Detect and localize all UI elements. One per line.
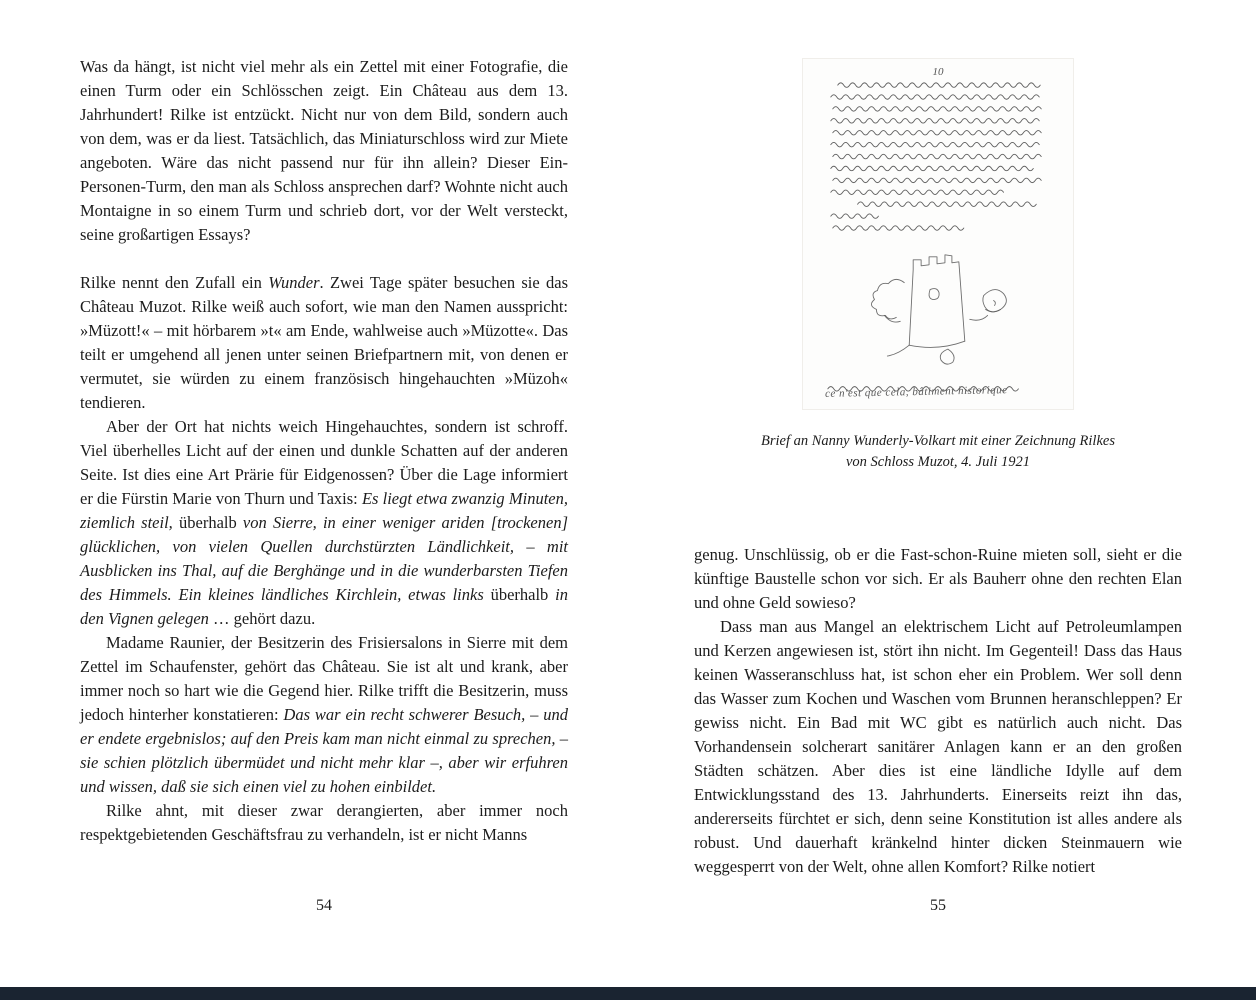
paragraph [80,415,568,631]
text-run: von Sierre, in einer weniger ariden [trockenen] glücklichen, von vielen Quellen durchstürzten Ländlichkeit, – mit Ausblicken ins Thal, auf die Berghänge und in die wunderbarsten Tiefen des Himmels. Ein kleines ländliches Kirchlein, etwas links [80,513,568,604]
handwriting-line [833,107,1041,111]
text-run: … gehört dazu. [213,609,316,628]
page-number-right: 55 [930,897,946,914]
text-run: Das war ein recht schwerer Besuch, – und er endete ergebnislos; auf den Preis kam man nicht einmal zu sprechen, – sie schien plötzlich übermüdet und nicht mehr klar –, aber wir erfuhren und wissen, daß sie sich einen viel zu hohen einbildet. [80,705,568,796]
letter-closing-line: ce n'est que cela, bâtiment historique [824,384,1008,400]
text-run: Was da hängt, ist nicht viel mehr als ein Zettel mit einer Fotografie, die einen Turm oder ein Schlösschen zeigt. Ein Château aus dem 13. Jahrhundert! Rilke ist entzückt. Nicht nur von dem Bild, sondern auch von dem, was er da liest. Tatsächlich, das Miniaturschloss wird zur Miete angeboten. Wäre das nicht passend nur für ihn allein? Dieser Ein-Personen-Turm, den man als Schloss ansprechen darf? Wohnte nicht auch Montaigne in so einem Turm und schrieb dort, vor der Welt versteckt, seine großartigen Essays? [80,57,568,244]
text-run: Es liegt etwa zwanzig Minuten, ziemlich steil, [80,489,568,532]
paragraph [80,799,568,847]
text-run: Wunder [268,273,320,292]
page-left [80,55,568,847]
text-run: in den Vignen gelegen [80,585,568,628]
handwriting-line [833,154,1041,158]
handwriting-line [858,202,1037,206]
caption-line2: von Schloss Muzot, 4. Juli 1921 [845,454,1031,470]
handwriting-line [831,190,1004,194]
letter-page-number: 10 [932,66,944,78]
paragraph [694,543,1182,615]
caption-line1: Brief an Nanny Wunderly-Volkart mit einer Zeichnung Rilkes [761,433,1115,449]
text-run: Madame Raunier, der Besitzerin des Frisiersalons in Sierre mit dem Zettel im Schaufenster, gehört das Château. Sie ist alt und krank, aber immer noch so hart wie die Gegend hier. Rilke trifft die Besitzerin, muss jedoch hinterher konstatieren: [80,633,568,724]
left-page-text [80,55,568,847]
figure-caption [694,431,1182,473]
letter-handwriting-sketch [803,59,1073,409]
bottom-edge-strip [0,987,1256,1000]
page-right [694,55,1182,879]
tower-sketch [871,255,1006,364]
handwriting-line [833,226,964,230]
handwriting-line [831,166,1033,170]
text-run: Rilke nennt den Zufall ein [80,273,269,292]
page-number-left: 54 [316,897,332,914]
handwriting-line [831,95,1039,99]
text-run: genug. Unschlüssig, ob er die Fast-schon-Ruine mieten soll, sieht er die künftige Baustelle schon vor sich. Er als Bauherr ohne den rechten Elan und ohne Geld sowieso? [694,545,1182,612]
handwriting-line [833,178,1041,182]
text-run: Dass man aus Mangel an elektrischem Licht auf Petroleumlampen und Kerzen angewiesen ist, stört ihn nicht. Im Gegenteil! Dass das Haus keinen Wasseranschluss hat, ist schon eher ein Problem. Wer soll denn das Wasser zum Kochen und Waschen vom Brunnen heranschleppen? Er gewiss nicht. Ein Bad mit WC gibt es natürlich auch nicht. Das Vorhandensein solcherart sanitärer Anlagen kann er an den großen Städten schätzen. Aber dies ist eine ländliche Idylle auf dem Entwicklungsstand des 13. Jahrhunderts. Einerseits reizt ihn das, andererseits fürchtet er sich, denn seine Konstitution ist alles andere als robust. Und dauerhaft kränkelnd hinter dicken Steinmauern wie weggesperrt von der Welt, ohne allen Komfort? Rilke notiert [694,617,1182,876]
handwriting-line [833,131,1041,135]
paragraph [694,615,1182,879]
right-page-text [694,543,1182,879]
paragraph [80,55,568,247]
letter-facsimile [802,58,1074,410]
letter-figure [694,58,1182,473]
paragraph [80,631,568,799]
handwriting-line [838,83,1041,87]
paragraph [80,271,568,415]
text-run: Rilke ahnt, mit dieser zwar derangierten, aber immer noch respektgebietenden Geschäftsfrau zu verhandeln, ist er nicht Manns [80,801,568,844]
handwriting-line [831,214,879,218]
text-run: . Zwei Tage später besuchen sie das Château Muzot. Rilke weiß auch sofort, wie man den Namen ausspricht: »Müzott!« – mit hörbarem »t« am Ende, wahlweise auch »Müzotte«. Das teilt er umgehend all jenen unter seinen Briefpartnern mit, von denen er vermutet, sie würden zu einem französisch hingehauchten »Müzoh« tendieren. [80,273,569,412]
text-run: überhalb [179,513,243,532]
handwriting-line [831,119,1039,123]
handwriting-line [831,142,1039,146]
text-run: Aber der Ort hat nichts weich Hingehauchtes, sondern ist schroff. Viel überhelles Licht auf der einen und dunkle Schatten auf der anderen Seite. Ist dies eine Art Prärie für Eidgenossen? Über die Lage informiert er die Fürstin Marie von Thurn und Taxis: [80,417,568,508]
text-run: überhalb [490,585,556,604]
